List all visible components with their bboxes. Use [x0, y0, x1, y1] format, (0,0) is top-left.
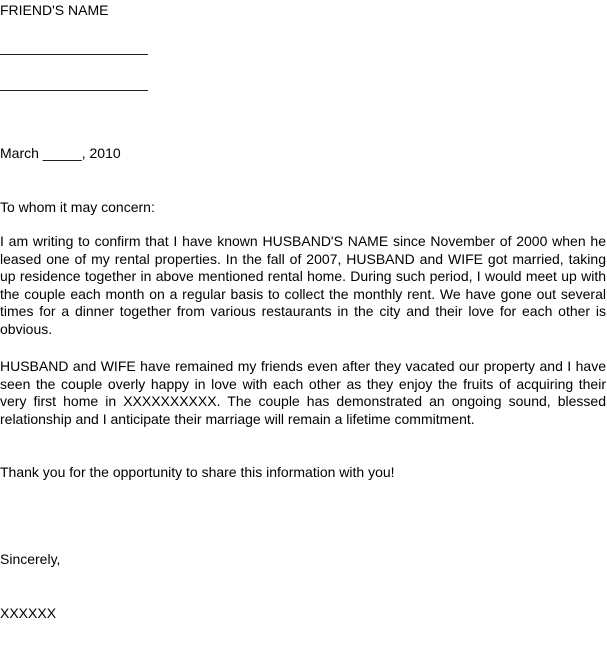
salutation: To whom it may concern: [0, 199, 155, 215]
body-paragraph-3: Thank you for the opportunity to share this information with you! [0, 464, 395, 480]
body-paragraph-2: HUSBAND and WIFE have remained my friends even after they vacated our property and I have seen the couple overly happy in love with each other as they enjoy the fruits of acquiring their very first home in XXXXXXXXXX. The couple has demonstrated an ongoing sound, blessed relationship and I anticipate their marriage will remain a lifetime commitment. [0, 358, 606, 427]
address-line-1: ___________________ [0, 39, 148, 55]
closing: Sincerely, [0, 551, 61, 567]
address-line-2: ___________________ [0, 75, 148, 91]
friends-name-label: FRIEND'S NAME [0, 2, 109, 18]
signature: XXXXXX [0, 605, 57, 621]
letter-date: March _____, 2010 [0, 145, 121, 161]
body-paragraph-1: I am writing to confirm that I have known HUSBAND'S NAME since November of 2000 when he leased one of my rental properties. In the fall of 2007, HUSBAND and WIFE got married, taking up residence together in above mentioned rental home. During such period, I would meet up with the couple each month on a regular basis to collect the monthly rent. We have gone out several times for a dinner together from various restaurants in the city and their love for each other is obvious. [0, 233, 606, 337]
